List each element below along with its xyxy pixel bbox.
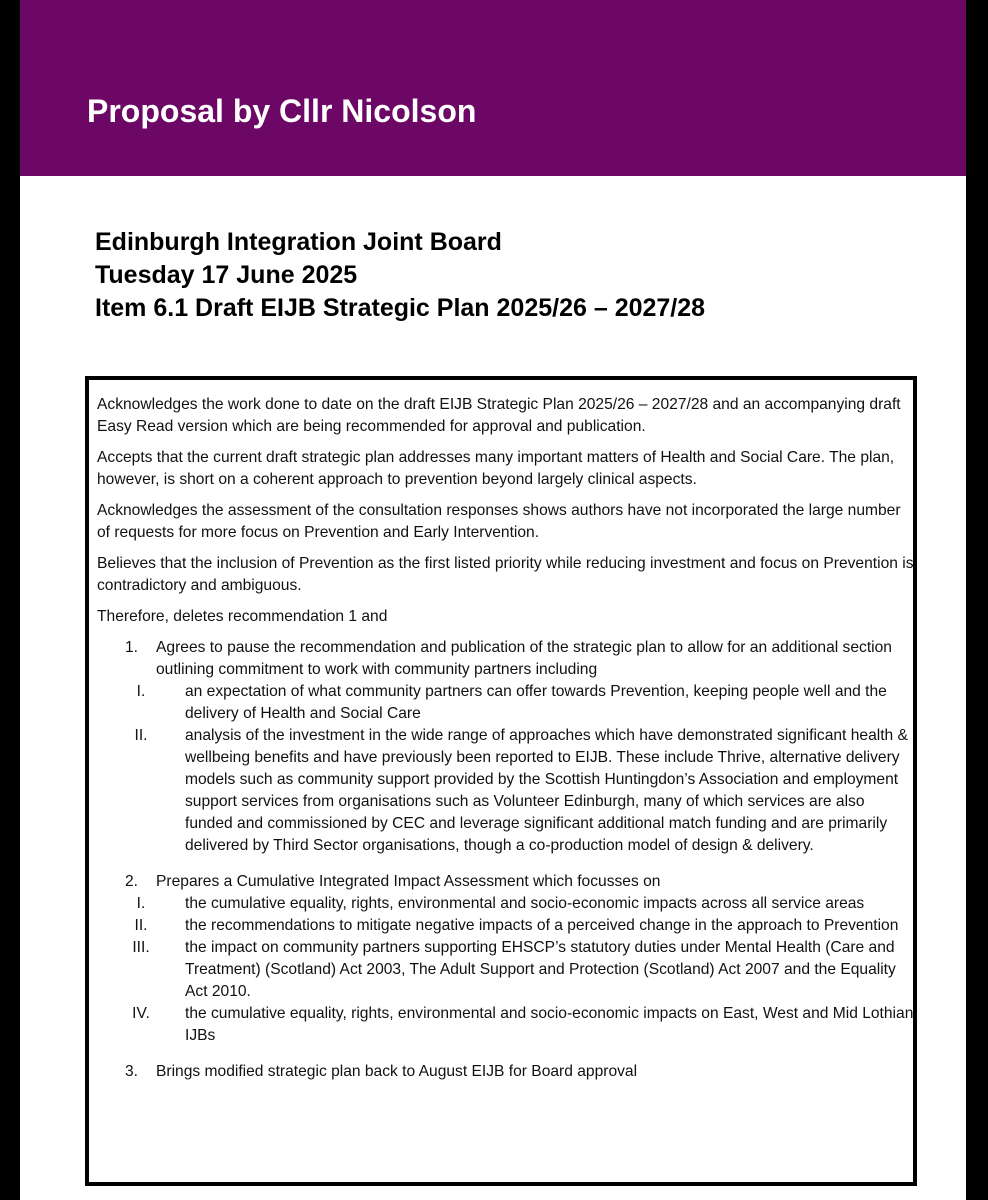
item-text: Prepares a Cumulative Integrated Impact Assessment which focusses on <box>156 873 661 890</box>
sub-item-number: IV. <box>132 1005 150 1022</box>
sub-list-item <box>97 937 915 1003</box>
paragraph: Acknowledges the assessment of the consultation responses shows authors have not incorporated the large number of requests for more focus on Prevention and Early Intervention. <box>97 502 901 541</box>
title-banner <box>20 0 966 176</box>
document-heading <box>95 226 705 325</box>
sub-item-number: III. <box>132 939 150 956</box>
sub-item-number: I. <box>136 895 146 912</box>
proposal-text <box>97 394 915 1083</box>
banner-title: Proposal by Cllr Nicolson <box>87 93 477 129</box>
sub-item-text: the impact on community partners supporting EHSCP’s statutory duties under Mental Health (Care and Treatment) (Scotland) Act 2003, The Adult Support and Protection (Scotland) Act 2007 and the Equality Act 2010. <box>185 939 896 1000</box>
item-number: 2. <box>125 873 139 890</box>
item-text: Agrees to pause the recommendation and publication of the strategic plan to allow for an additional section outlining commitment to work with community partners including <box>156 639 892 678</box>
sub-item-text: the recommendations to mitigate negative impacts of a perceived change in the approach to Prevention <box>185 917 899 934</box>
paragraph: Accepts that the current draft strategic plan addresses many important matters of Health and Social Care. The plan, however, is short on a coherent approach to prevention beyond largely clinical aspects. <box>97 449 895 488</box>
proposal-box <box>85 376 917 1186</box>
heading-date: Tuesday 17 June 2025 <box>95 261 358 289</box>
paragraph: Acknowledges the work done to date on the draft EIJB Strategic Plan 2025/26 – 2027/28 and an accompanying draft Easy Read version which are being recommended for approval and publication. <box>97 396 901 435</box>
sub-list-item <box>97 893 915 915</box>
sub-item-text: analysis of the investment in the wide range of approaches which have demonstrated significant health & wellbeing benefits and have previously been reported to EIJB. These include Thrive, alternative delivery models such as community support provided by the Scottish Huntingdon’s Association and employment support services from organisations such as Volunteer Edinburgh, many of which services are also funded and commissioned by CEC and leverage significant additional match funding and are primarily delivered by Third Sector organisations, though a co-production model of design & delivery. <box>185 727 908 854</box>
sub-item-number: II. <box>134 727 148 744</box>
heading-board: Edinburgh Integration Joint Board <box>95 228 502 256</box>
item-number: 3. <box>125 1063 139 1080</box>
sub-item-number: I. <box>136 683 146 700</box>
sub-item-number: II. <box>134 917 148 934</box>
sub-list-item <box>97 1003 915 1047</box>
paragraph: Believes that the inclusion of Prevention as the first listed priority while reducing investment and focus on Prevention is contradictory and ambiguous. <box>97 555 914 594</box>
sub-item-text: the cumulative equality, rights, environmental and socio-economic impacts across all service areas <box>185 895 865 912</box>
paragraph: Therefore, deletes recommendation 1 and <box>97 608 388 625</box>
sub-item-text: an expectation of what community partners can offer towards Prevention, keeping people well and the delivery of Health and Social Care <box>185 683 887 722</box>
sub-list-item <box>97 915 915 937</box>
item-number: 1. <box>125 639 139 656</box>
document-page <box>20 0 966 1200</box>
sub-list-item <box>97 681 915 725</box>
list-item <box>97 1061 915 1083</box>
sub-item-text: the cumulative equality, rights, environmental and socio-economic impacts on East, West and Mid Lothian IJBs <box>185 1005 914 1044</box>
list-item <box>97 637 915 681</box>
item-text: Brings modified strategic plan back to August EIJB for Board approval <box>156 1063 638 1080</box>
heading-item: Item 6.1 Draft EIJB Strategic Plan 2025/26 – 2027/28 <box>95 294 706 322</box>
sub-list-item <box>97 725 915 857</box>
list-item <box>97 871 915 893</box>
